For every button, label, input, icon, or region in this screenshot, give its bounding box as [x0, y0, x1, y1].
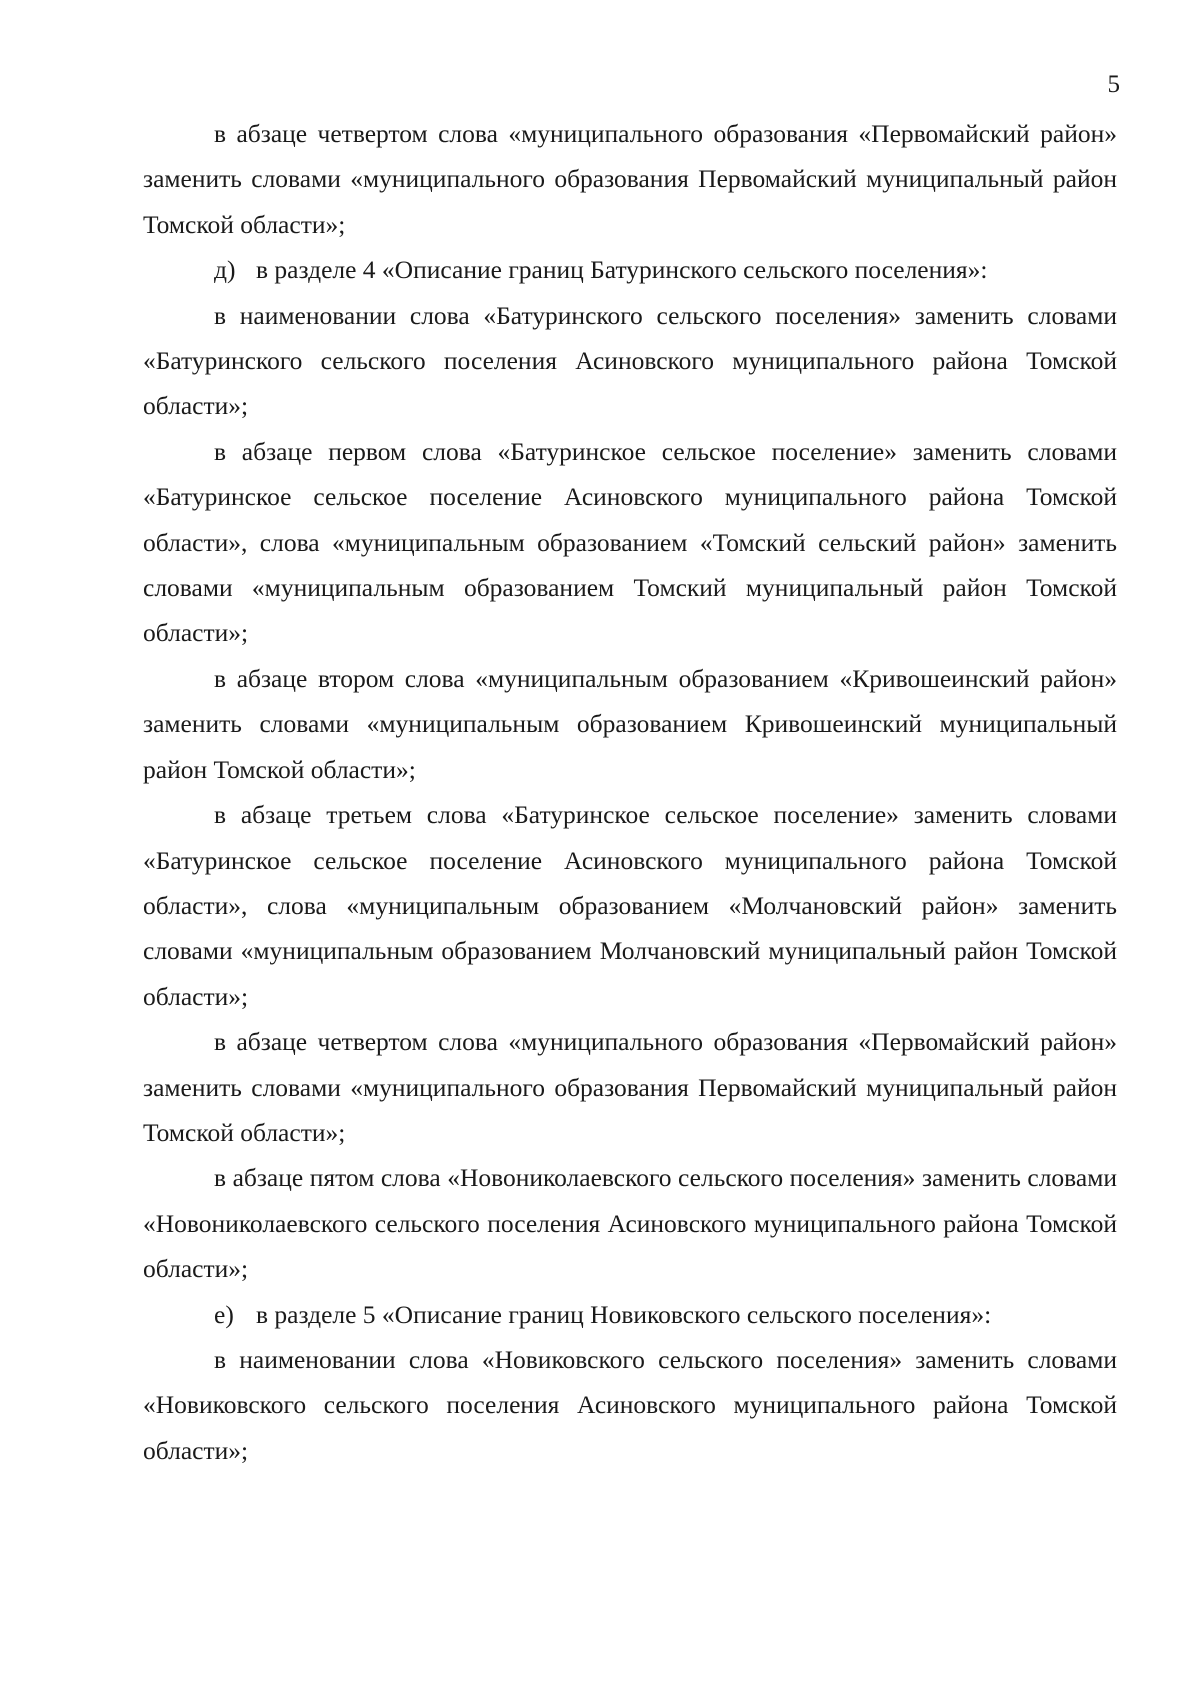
- paragraph-9: [143, 1292, 1117, 1337]
- paragraph-2: [143, 247, 1117, 292]
- paragraph-text: в абзаце пятом слова «Новониколаевского сельского поселения» заменить словами «Новониколаевского сельского поселения Асиновского муниципального района Томской области»;: [143, 1163, 1117, 1284]
- paragraph-7: [143, 1019, 1117, 1155]
- list-marker: е): [214, 1299, 234, 1329]
- paragraph-6: [143, 792, 1117, 1019]
- page-number: 5: [1107, 71, 1120, 98]
- paragraph-text: в абзаце третьем слова «Батуринское сельское поселение» заменить словами «Батуринское сельское поселение Асиновского муниципального района Томской области», слова «муниципальным образованием «Молчановский район» заменить словами «муниципальным образованием Молчановский муниципальный район Томской области»;: [143, 800, 1117, 1011]
- list-marker: д): [214, 255, 236, 285]
- paragraph-text: в разделе 4 «Описание границ Батуринского сельского поселения»:: [256, 255, 988, 285]
- paragraph-4: [143, 429, 1117, 656]
- paragraph-3: [143, 293, 1117, 429]
- paragraph-1: [143, 111, 1117, 247]
- paragraph-text: в абзаце первом слова «Батуринское сельское поселение» заменить словами «Батуринское сельское поселение Асиновского муниципального района Томской области», слова «муниципальным образованием «Томский сельский район» заменить словами «муниципальным образованием Томский муниципальный район Томской области»;: [143, 436, 1117, 648]
- paragraph-8: [143, 1155, 1117, 1291]
- paragraph-5: [143, 656, 1117, 792]
- paragraph-text: в абзаце четвертом слова «муниципального образования «Первомайский район» заменить словами «муниципального образования Первомайский муниципальный район Томской области»;: [143, 119, 1117, 239]
- paragraph-text: в наименовании слова «Батуринского сельского поселения» заменить словами «Батуринского сельского поселения Асиновского муниципального района Томской области»;: [143, 300, 1117, 421]
- paragraph-text: в наименовании слова «Новиковского сельского поселения» заменить словами «Новиковского сельского поселения Асиновского муниципального района Томской области»;: [143, 1344, 1117, 1465]
- paragraph-10: [143, 1337, 1117, 1473]
- document-body: [143, 111, 1117, 1473]
- paragraph-text: в абзаце втором слова «муниципальным образованием «Кривошеинский район» заменить словами «муниципальным образованием Кривошеинский муниципальный район Томской области»;: [143, 663, 1117, 784]
- paragraph-text: в абзаце четвертом слова «муниципального образования «Первомайский район» заменить словами «муниципального образования Первомайский муниципальный район Томской области»;: [143, 1027, 1117, 1147]
- paragraph-text: в разделе 5 «Описание границ Новиковского сельского поселения»:: [256, 1299, 992, 1329]
